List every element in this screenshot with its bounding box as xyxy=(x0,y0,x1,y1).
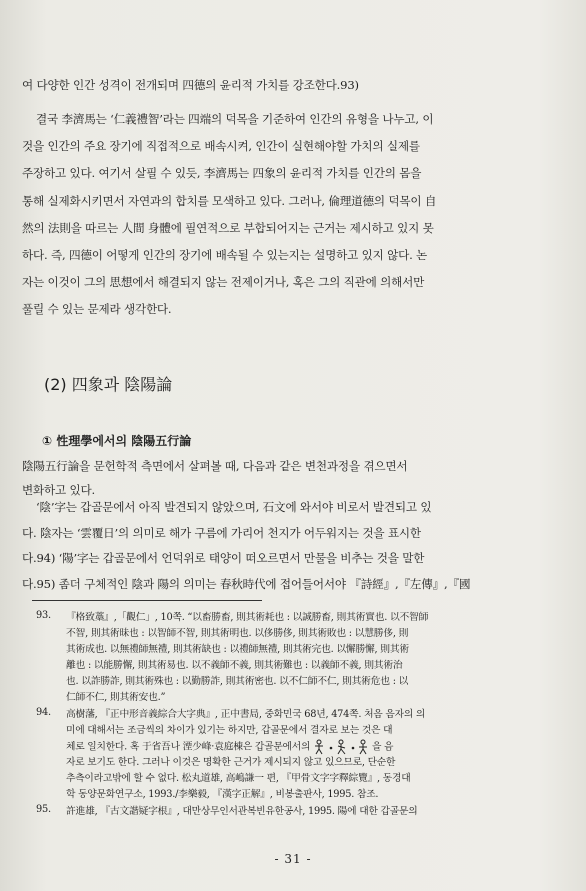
footnote-body xyxy=(66,804,556,820)
paragraph-main xyxy=(22,106,548,324)
text-line: 결국 李濟馬는 ‘仁義禮智’라는 四端의 덕목을 기준하여 인간의 유형을 나누고, 이 xyxy=(36,112,434,126)
footnote-line-text: 체로 일치한다. 혹 于省吾나 湮少峰·袁庭棟은 갑골문에서의 xyxy=(66,741,311,753)
footnote-line: 高樹藩, 『正中形音義綜合大字典』, 正中書局, 중화민국 68년, 474쪽. 처음 음자의 의 xyxy=(66,709,426,720)
footnote-line: 미에 대해서는 조금씩의 차이가 있기는 하지만, 갑골문에서 결자로 보는 것은 대 xyxy=(66,725,393,736)
text-line: 다.95) 좀더 구체적인 陰과 陽의 의미는 春秋時代에 접어들어서야 『詩經』,『左傳』,『國 xyxy=(22,576,471,591)
section-title: (2) 四象과 陰陽論 xyxy=(44,375,173,394)
footnote-95 xyxy=(36,804,556,820)
footnote-number: 93. xyxy=(36,610,51,621)
footnotes xyxy=(36,610,556,821)
footnote-body xyxy=(66,610,556,706)
text-line: ‘陰’字는 갑골문에서 아직 발견되지 않았으며, 石文에 와서야 비로서 발견되고 있 xyxy=(36,500,432,514)
footnote-line xyxy=(66,739,556,755)
oracle-bone-glyph-icon xyxy=(313,739,369,755)
text-line: 다. 陰자는 ‘雲覆日’의 의미로 해가 구름에 가리어 천지가 어두워지는 것을 표시한 xyxy=(22,525,421,540)
footnote-line: 자로 보기도 한다. 그러나 이것은 명확한 근거가 제시되지 않고 있으므로, 단순한 xyxy=(66,757,396,768)
footnote-number: 95. xyxy=(36,804,51,815)
footnote-94 xyxy=(36,707,556,803)
text-line: 것을 인간의 주요 장기에 직접적으로 배속시켜, 인간이 실현해야할 가치의 실제를 xyxy=(22,139,420,154)
footnote-line: 학 동양문화연구소, 1993./李樂毅, 『漢字正解』, 비봉출판사, 1995. 참조. xyxy=(66,789,379,800)
footnote-line: 不智, 則其術昧也 : 以智師不智, 則其術明也. 以侈勝侈, 則其術敗也 : 以慧勝侈, 則 xyxy=(66,628,409,639)
text-line: 여 다양한 인간 성격이 전개되며 四德의 윤리적 가치를 강조한다.93) xyxy=(22,78,359,92)
footnote-line-text: 을 음 xyxy=(371,741,394,753)
footnote-line: 離也 : 以能勝懈, 則其術易也. 以不義師不義, 則其術難也 : 以義師不義, 則其術治 xyxy=(66,660,403,671)
paragraph-top xyxy=(22,72,548,98)
footnote-line: 『格致藁』,「觀仁」, 10쪽. “以畜勝畜, 則其術耗也 : 以誠勝畜, 則其術實也. 以不智師 xyxy=(66,612,429,623)
footnote-line: 仁師不仁, 則其術安也.” xyxy=(66,692,166,703)
text-line: 자는 이것이 그의 思想에서 해결되지 않는 전제이거나, 혹은 그의 직관에 의해서만 xyxy=(22,275,425,290)
footnote-line: 추측이라고밖에 할 수 없다. 松丸道雄, 高嶋謙一 편, 『甲骨文字字釋綜覽』, 동경대 xyxy=(66,773,411,784)
footnote-93 xyxy=(36,610,556,706)
footnote-divider xyxy=(32,600,262,601)
subsection-title: ① 性理學에서의 陰陽五行論 xyxy=(42,434,192,448)
text-line: 변화하고 있다. xyxy=(22,483,95,497)
page-number: - 31 - xyxy=(274,852,312,866)
text-line: 풀릴 수 있는 문제라 생각한다. xyxy=(22,302,172,317)
paragraph-characters xyxy=(22,495,548,597)
footnote-number: 94. xyxy=(36,707,51,718)
text-line: 하다. 즉, 四德이 어떻게 인간의 장기에 배속될 수 있는지는 설명하고 있지 않다. 논 xyxy=(22,247,428,262)
text-line: 주장하고 있다. 여기서 살필 수 있듯, 李濟馬는 四象의 윤리적 가치를 인간의 몸을 xyxy=(22,166,422,181)
footnote-line: 也. 以詐勝詐, 則其術殊也 : 以勤勝詐, 則其術密也. 以不仁師不仁, 則其術危也 : 以 xyxy=(66,676,409,687)
footnote-line: 其術成也. 以無禮師無禮, 則其術缺也 : 以禮師無禮, 則其術完也. 以懈勝懈, 則其術 xyxy=(66,644,409,655)
footnote-line: 許進雄, 『古文諧疑字根』, 대만상무인서관복빈유한공사, 1995. 陽에 대한 갑골문의 xyxy=(66,806,418,817)
text-line: 陰陽五行論을 문헌학적 측면에서 살펴볼 때, 다음과 같은 변천과정을 겪으면서 xyxy=(22,459,408,473)
text-line: 통해 실제화시키면서 자연과의 합치를 모색하고 있다. 그러나, 倫理道德의 덕목이 自 xyxy=(22,193,437,208)
text-line: 다.94) ‘陽’字는 갑골문에서 언덕위로 태양이 떠오르면서 만물을 비추는 것을 말한 xyxy=(22,551,425,565)
text-line: 然의 法則을 따르는 人間 身體에 필연적으로 부합되어지는 근거는 제시하고 있지 못 xyxy=(22,220,434,235)
footnote-body xyxy=(66,707,556,803)
